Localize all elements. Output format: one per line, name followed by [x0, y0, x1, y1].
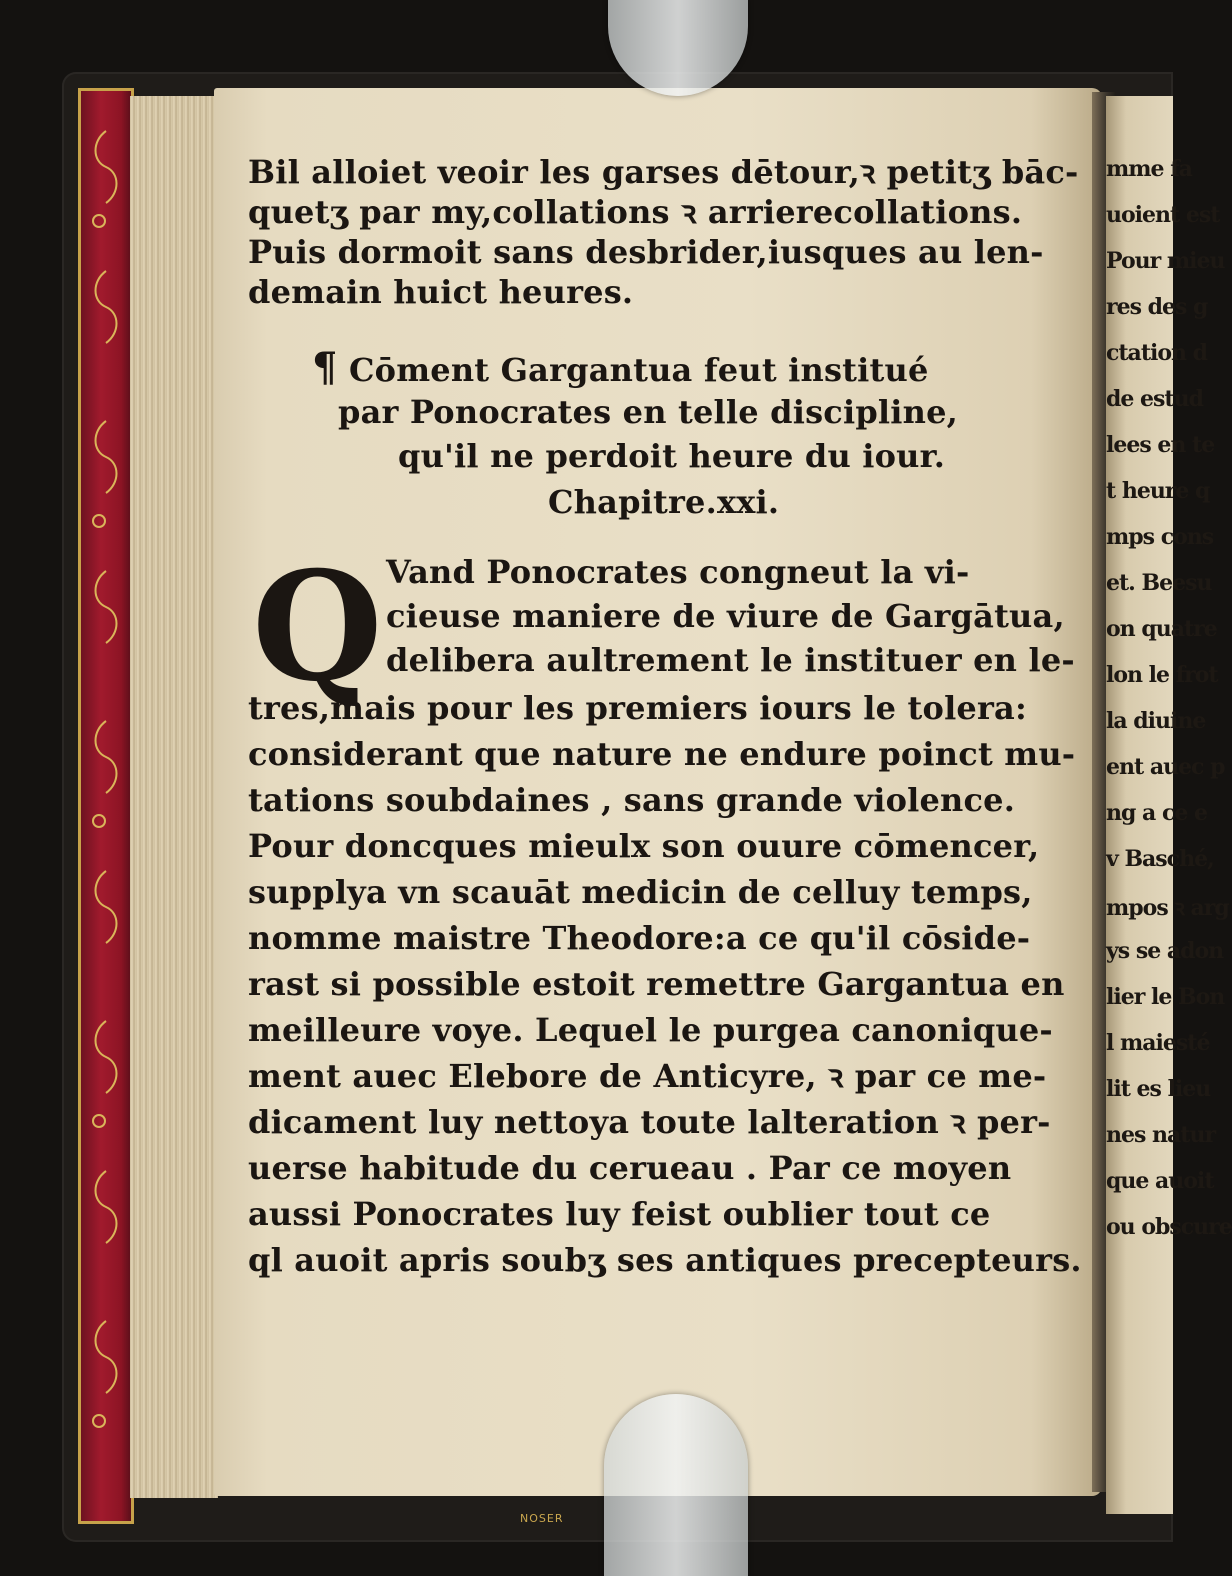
chapter-number: Chapitre.xxi. — [548, 483, 780, 521]
facing-page-line: lees en te — [1106, 432, 1215, 458]
text-line: rast si possible estoit remettre Gargantua en — [248, 965, 1065, 1003]
facing-page-line: et. Beesu — [1106, 570, 1212, 596]
text-line: Bil alloiet veoir les garses dētour,ꝛ petitʒ bāc- — [248, 153, 1079, 191]
drop-cap: Q — [252, 539, 383, 715]
facing-page-fragment — [1106, 96, 1232, 1514]
text-line: quetʒ par my,collations ꝛ arrierecollations. — [248, 193, 1023, 231]
facing-page-line: lit es lieu — [1106, 1076, 1211, 1102]
facing-page-line: ou obscure — [1106, 1214, 1232, 1240]
facing-page-line: res des g — [1106, 294, 1208, 320]
text-line: tres,mais pour les premiers iours le tolera: — [248, 689, 1027, 727]
facing-page-line: ctation d — [1106, 340, 1208, 366]
decorated-cover-edge — [78, 88, 134, 1524]
text-line: tations soubdaines , sans grande violence. — [248, 781, 1016, 819]
text-line: considerant que nature ne endure poinct mu- — [248, 735, 1076, 773]
text-line: uerse habitude du cerueau . Par ce moyen — [248, 1149, 1012, 1187]
facing-page-line: mme fa — [1106, 156, 1192, 182]
facing-page-line: ent auec p — [1106, 754, 1225, 780]
facing-page-line: mpos ꝛ arg — [1106, 895, 1229, 921]
text-line: cieuse maniere de viure de Gargātua, — [386, 597, 1065, 635]
text-line: ql auoit apris soubʒ ses antiques precepteurs. — [248, 1241, 1082, 1279]
facing-page-line: que auoit — [1106, 1168, 1214, 1194]
text-line: Puis dormoit sans desbrider,iusques au len- — [248, 233, 1044, 271]
facing-page-line: t heure q — [1106, 478, 1210, 504]
text-line: dicament luy nettoya toute lalteration ꝛ per- — [248, 1103, 1051, 1141]
text-line: supplya vn scauāt medicin de celluy temps, — [248, 873, 1033, 911]
page-clip-bottom — [604, 1394, 748, 1576]
text-line: nomme maistre Theodore:a ce qu'il cōside- — [248, 919, 1031, 957]
facing-page-line: nes natur — [1106, 1122, 1216, 1148]
text-line: ment auec Elebore de Anticyre, ꝛ par ce me- — [248, 1057, 1047, 1095]
chapter-heading-line: par Ponocrates en telle discipline, — [338, 393, 958, 431]
text-line: Pour doncques mieulx son ouure cōmencer, — [248, 827, 1040, 865]
facing-page-line: lier le Bon — [1106, 984, 1225, 1010]
facing-page-line: l maiesté — [1106, 1030, 1210, 1056]
facing-page-line: lon le frot — [1106, 662, 1218, 688]
facing-page-line: mps cons — [1106, 524, 1214, 550]
text-line: demain huict heures. — [248, 273, 634, 311]
page-block-edge — [130, 96, 218, 1498]
binding-stamp: NOSER — [520, 1512, 564, 1525]
facing-page-line: on quatre — [1106, 616, 1217, 642]
text-line: delibera aultrement le instituer en le- — [386, 641, 1075, 679]
facing-page-line: v Basché, — [1106, 846, 1214, 872]
facing-page-line: la diuine — [1106, 708, 1206, 734]
facing-page-line: ng a ce e — [1106, 800, 1207, 826]
heading-text: Cōment Gargantua feut institué — [349, 351, 929, 389]
gilt-ornament-icon — [81, 91, 131, 1521]
chapter-heading-line: qu'il ne perdoit heure du iour. — [398, 437, 946, 475]
text-line: Vand Ponocrates congneut la vi- — [386, 553, 970, 591]
facing-page-line: ys se adon — [1106, 938, 1224, 964]
chapter-heading-line — [312, 344, 929, 391]
pilcrow-icon: ¶ — [312, 344, 338, 391]
facing-page-line: Pour mieu — [1106, 248, 1225, 274]
text-line: aussi Ponocrates luy feist oublier tout ce — [248, 1195, 991, 1233]
text-line: meilleure voye. Lequel le purgea canonique- — [248, 1011, 1053, 1049]
facing-page-line: uoient est — [1106, 202, 1220, 228]
facing-page-line: de estud — [1106, 386, 1203, 412]
